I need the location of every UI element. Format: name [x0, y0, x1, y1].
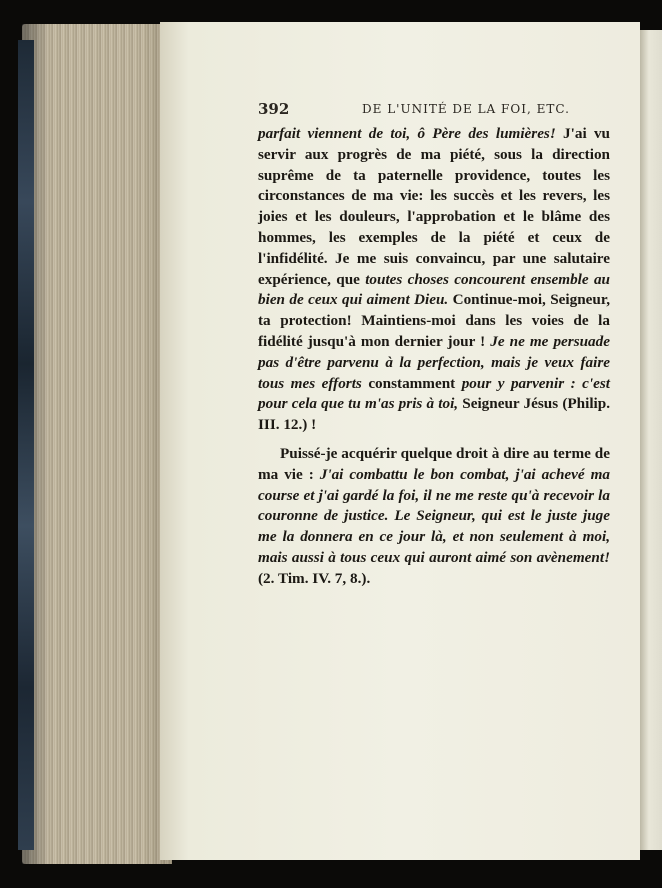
facing-page-edge	[640, 30, 662, 850]
text-run: Seigneur Jésus (Philip. III. 12.) !	[258, 395, 610, 434]
text-run: parfait viennent de toi, ô Père des lumières!	[258, 125, 556, 142]
text-run: Je ne me persuade pas d'être parvenu à la perfection, mais je veux faire tous mes efforts	[258, 332, 610, 392]
paragraph-1	[258, 124, 610, 436]
page-number: 392	[258, 100, 290, 118]
text-run: constamment	[361, 374, 462, 392]
marbled-cover-edge	[18, 40, 34, 850]
text-run: J'ai vu servir aux progrès de ma piété, sous la direction suprême de ta paternelle providence, toutes les circonstances de ma vie: les succès et les revers, les joies et les douleurs, l'approbation et le blâme des hommes, les exemples de la piété et ceux de l'infidélité. Je me suis convaincu, par une salutaire expérience, que	[258, 125, 610, 288]
text-run: pour y parvenir : c'est pour cela que tu m'as pris à toi,	[258, 374, 610, 413]
text-run: (2. Tim. IV. 7, 8.).	[258, 569, 371, 587]
page-header	[258, 100, 610, 120]
body-text	[258, 124, 610, 590]
text-run: Continue-moi, Seigneur, ta protection! Maintiens-moi dans les voies de la fidélité jusqu'à mon dernier jour !	[258, 291, 610, 350]
text-run: Puissé-je acquérir quelque droit à dire au terme de ma vie :	[258, 444, 610, 483]
running-title: DE L'UNITÉ DE LA FOI, ETC.	[362, 102, 570, 116]
text-run: J'ai combattu le bon combat, j'ai achevé ma course et j'ai gardé la foi, il ne me reste qu'à recevoir la couronne de justice. Le Seigneur, qui est le juste juge me la donnera en ce jour là, et non seulement à moi, mais aussi à tous ceux qui auront aimé son avènement!	[258, 465, 610, 566]
text-run: toutes choses concourent ensemble au bien de ceux qui aiment Dieu.	[258, 270, 610, 309]
book-page-edges	[22, 24, 172, 864]
paragraph-2	[258, 444, 610, 590]
